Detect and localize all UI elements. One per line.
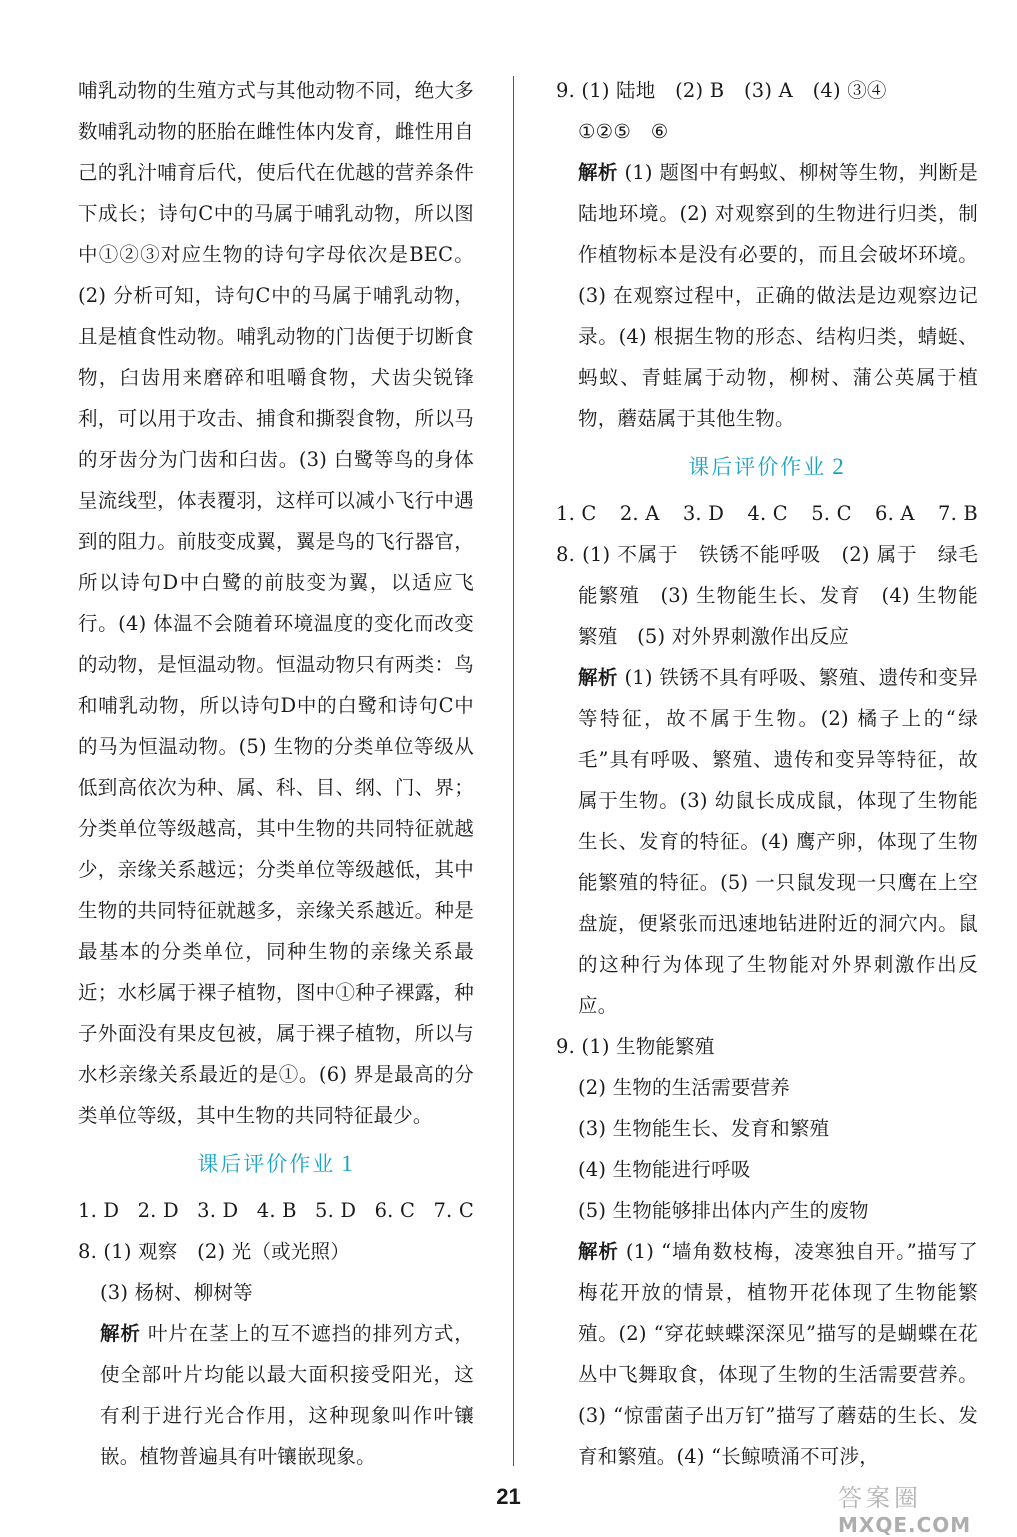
analysis-text: 叶片在茎上的互不遮挡的排列方式，使全部叶片均能以最大面积接受阳光，这有利于进行光合作用，这种现象叫作叶镶嵌。植物普遍具有叶镶嵌现象。 xyxy=(100,1322,474,1468)
section-heading-1 xyxy=(78,1142,474,1186)
answer-item: 7. B xyxy=(938,502,978,525)
page-number: 21 xyxy=(496,1484,521,1509)
analysis-paragraph xyxy=(78,1313,474,1477)
question-9-answer: 9. (1) 陆地 (2) B (3) A (4) ③④ xyxy=(556,79,887,102)
question-9-item: (3) 生物能生长、发育和繁殖 xyxy=(578,1117,830,1140)
answer-item: 6. C xyxy=(374,1199,416,1222)
analysis-paragraph xyxy=(556,152,978,439)
question-8-answer-cont: (3) 杨树、柳树等 xyxy=(100,1281,253,1304)
analysis-label: 解析 xyxy=(100,1322,141,1345)
right-column xyxy=(556,70,978,1477)
answer-item: 3. D xyxy=(197,1199,239,1222)
answer-item: 1. C xyxy=(556,502,597,525)
section-number: 2 xyxy=(832,454,846,479)
watermark-url: MXQE.COM xyxy=(838,1513,972,1537)
question-8-answer: 8. (1) 观察 (2) 光（或光照） xyxy=(78,1240,350,1263)
answer-item: 5. D xyxy=(315,1199,357,1222)
question-9-item: 9. (1) 生物能繁殖 xyxy=(556,1035,715,1058)
answer-item: 3. D xyxy=(682,502,725,525)
analysis-text: (1) 题图中有蚂蚁、柳树等生物，判断是陆地环境。(2) 对观察到的生物进行归类，制作植物标本是没有必要的，而且会破坏环境。(3) 在观察过程中，正确的做法是边观察边记录。(4) 根据生物的形态、结构归类，蜻蜓、蚂蚁、青蛙属于动物，柳树、蒲公英属于植物，蘑菇属于其他生物。 xyxy=(578,161,978,430)
watermark-logo xyxy=(838,1478,1008,1537)
section-title: 课后评价作业 xyxy=(197,1152,336,1176)
answer-item: 2. A xyxy=(619,502,660,525)
question-9-item: (5) 生物能够排出体内产生的废物 xyxy=(578,1199,869,1222)
analysis-paragraph xyxy=(556,657,978,1026)
answer-row xyxy=(78,1190,474,1231)
left-column xyxy=(78,70,474,1477)
section-title: 课后评价作业 xyxy=(688,455,827,479)
answer-item: 2. D xyxy=(137,1199,179,1222)
answer-item: 1. D xyxy=(78,1199,120,1222)
section-heading-2 xyxy=(556,445,978,489)
answer-item: 6. A xyxy=(875,502,915,525)
analysis-label: 解析 xyxy=(578,1240,619,1263)
answer-item: 5. C xyxy=(811,502,852,525)
answer-item: 4. B xyxy=(256,1199,297,1222)
question-8-answer: 8. (1) 不属于 铁锈不能呼吸 (2) 属于 绿毛能繁殖 (3) 生物能生长、发育 (4) 生物能繁殖 (5) 对外界刺激作出反应 xyxy=(556,543,978,648)
question-9-answer-cont: ①②⑤ ⑥ xyxy=(578,120,669,143)
answer-row xyxy=(556,493,978,534)
analysis-label: 解析 xyxy=(578,161,618,184)
column-divider xyxy=(513,76,514,1466)
left-paragraph: 哺乳动物的生殖方式与其他动物不同，绝大多数哺乳动物的胚胎在雌性体内发育，雌性用自己的乳汁哺育后代，使后代在优越的营养条件下成长；诗句C中的马属于哺乳动物，所以图中①②③对应生物的诗句字母依次是BEC。(2) 分析可知，诗句C中的马属于哺乳动物，且是植食性动物。哺乳动物的门齿便于切断食物，臼齿用来磨碎和咀嚼食物，犬齿尖锐锋利，可以用于攻击、捕食和撕裂食物，所以马的牙齿分为门齿和臼齿。(3) 白鹭等鸟的身体呈流线型，体表覆羽，这样可以减小飞行中遇到的阻力。前肢变成翼，翼是鸟的飞行器官，所以诗句D中白鹭的前肢变为翼，以适应飞行。(4) 体温不会随着环境温度的变化而改变的动物，是恒温动物。恒温动物只有两类：鸟和哺乳动物，所以诗句D中的白鹭和诗句C中的马为恒温动物。(5) 生物的分类单位等级从低到高依次为种、属、科、目、纲、门、界；分类单位等级越高，其中生物的共同特征就越少，亲缘关系越远；分类单位等级越低，其中生物的共同特征就越多，亲缘关系越近。种是最基本的分类单位，同种生物的亲缘关系最近；水杉属于裸子植物，图中①种子裸露，种子外面没有果皮包被，属于裸子植物，所以与水杉亲缘关系最近的是①。(6) 界是最高的分类单位等级，其中生物的共同特征最少。 xyxy=(78,79,474,1127)
answer-item: 7. C xyxy=(433,1199,474,1222)
section-number: 1 xyxy=(341,1151,355,1176)
question-9-item: (2) 生物的生活需要营养 xyxy=(578,1076,790,1099)
watermark-text: 答案圈 xyxy=(838,1484,922,1512)
analysis-paragraph xyxy=(556,1231,978,1477)
analysis-label: 解析 xyxy=(578,666,618,689)
question-9-item: (4) 生物能进行呼吸 xyxy=(578,1158,751,1181)
answer-item: 4. C xyxy=(747,502,788,525)
analysis-text: (1) “墙角数枝梅，凌寒独自开。”描写了梅花开放的情景，植物开花体现了生物能繁殖。(2) “穿花蛱蝶深深见”描写的是蝴蝶在花丛中飞舞取食，体现了生物的生活需要营养。(3) “惊雷菌子出万钉”描写了蘑菇的生长、发育和繁殖。(4) “长鲸喷涌不可涉， xyxy=(578,1240,978,1468)
analysis-text: (1) 铁锈不具有呼吸、繁殖、遗传和变异等特征，故不属于生物。(2) 橘子上的“绿毛”具有呼吸、繁殖、遗传和变异等特征，故属于生物。(3) 幼鼠长成成鼠，体现了生物能生长、发育的特征。(4) 鹰产卵，体现了生物能繁殖的特征。(5) 一只鼠发现一只鹰在上空盘旋，便紧张而迅速地钻进附近的洞穴内。鼠的这种行为体现了生物能对外界刺激作出反应。 xyxy=(578,666,978,1017)
